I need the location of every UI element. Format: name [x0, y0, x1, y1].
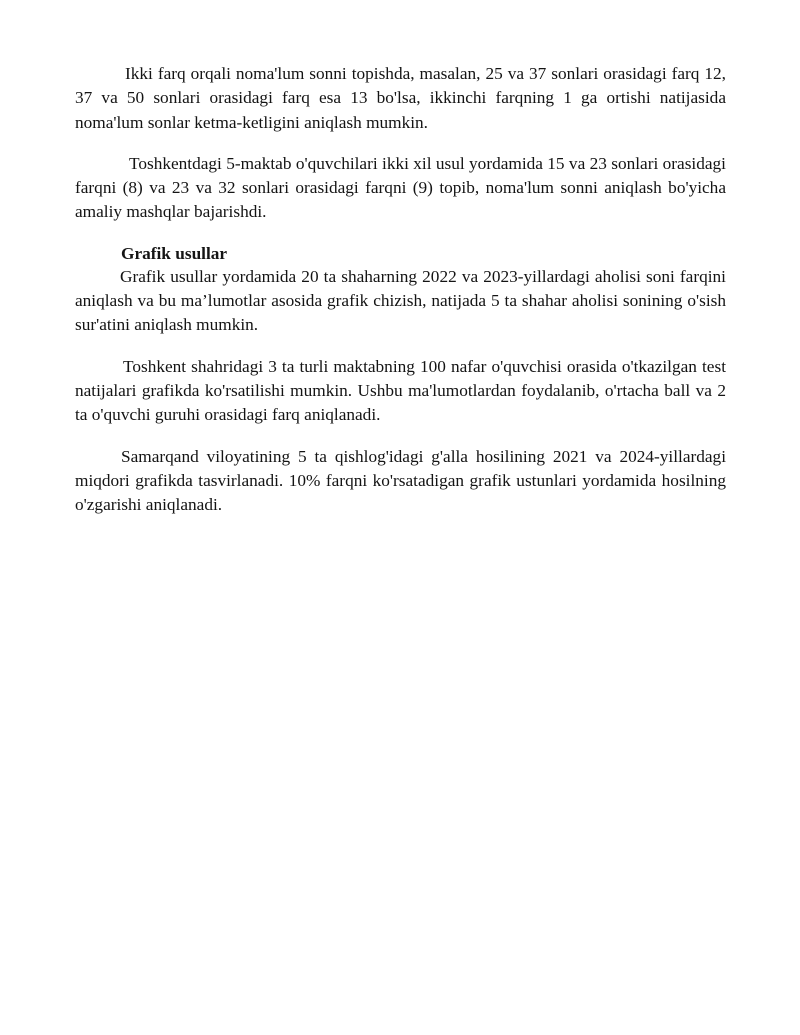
- section-heading: Grafik usullar: [121, 243, 228, 263]
- paragraph-difference-method: Ikki farq orqali noma'lum sonni topishda, masalan, 25 va 37 sonlari orasidagi farq 12, 37 va 50 sonlari orasidagi farq esa 13 bo'lsa, ikkinchi farqning 1 ga ortishi natijasida noma'lum sonlar ketma-ketligini aniqlash mumkin.: [75, 64, 726, 132]
- paragraph-tashkent-school-exercise: Toshkentdagi 5-maktab o'quvchilari ikki xil usul yordamida 15 va 23 sonlari orasidagi farqni (8) va 23 va 32 sonlari orasidagi farqni (9) topib, noma'lum sonni aniqlash bo'yicha amaliy mashqlar bajarishdi.: [75, 153, 726, 222]
- document-body: [75, 62, 726, 534]
- paragraph-city-population-graph: Grafik usullar yordamida 20 ta shaharning 2022 va 2023-yillardagi aholisi soni farqini aniqlash va bu ma’lumotlar asosida grafik chizish, natijada 5 ta shahar aholisi sonining o'sish sur'atini aniqlash mumkin.: [75, 266, 726, 335]
- paragraph-samarkand-harvest: Samarqand viloyatining 5 ta qishlog'idagi g'alla hosilining 2021 va 2024-yillardagi miqdori grafikda tasvirlanadi. 10% farqni ko'rsatadigan grafik ustunlari yordamida hosilning o'zgarishi aniqlanadi.: [75, 446, 726, 515]
- paragraph-school-test-results: Toshkent shahridagi 3 ta turli maktabning 100 nafar o'quvchisi orasida o'tkazilgan test natijalari grafikda ko'rsatilishi mumkin. Ushbu ma'lumotlardan foydalanib, o'rtacha ball va 2 ta o'quvchi guruhi orasidagi farq aniqlanadi.: [75, 356, 726, 425]
